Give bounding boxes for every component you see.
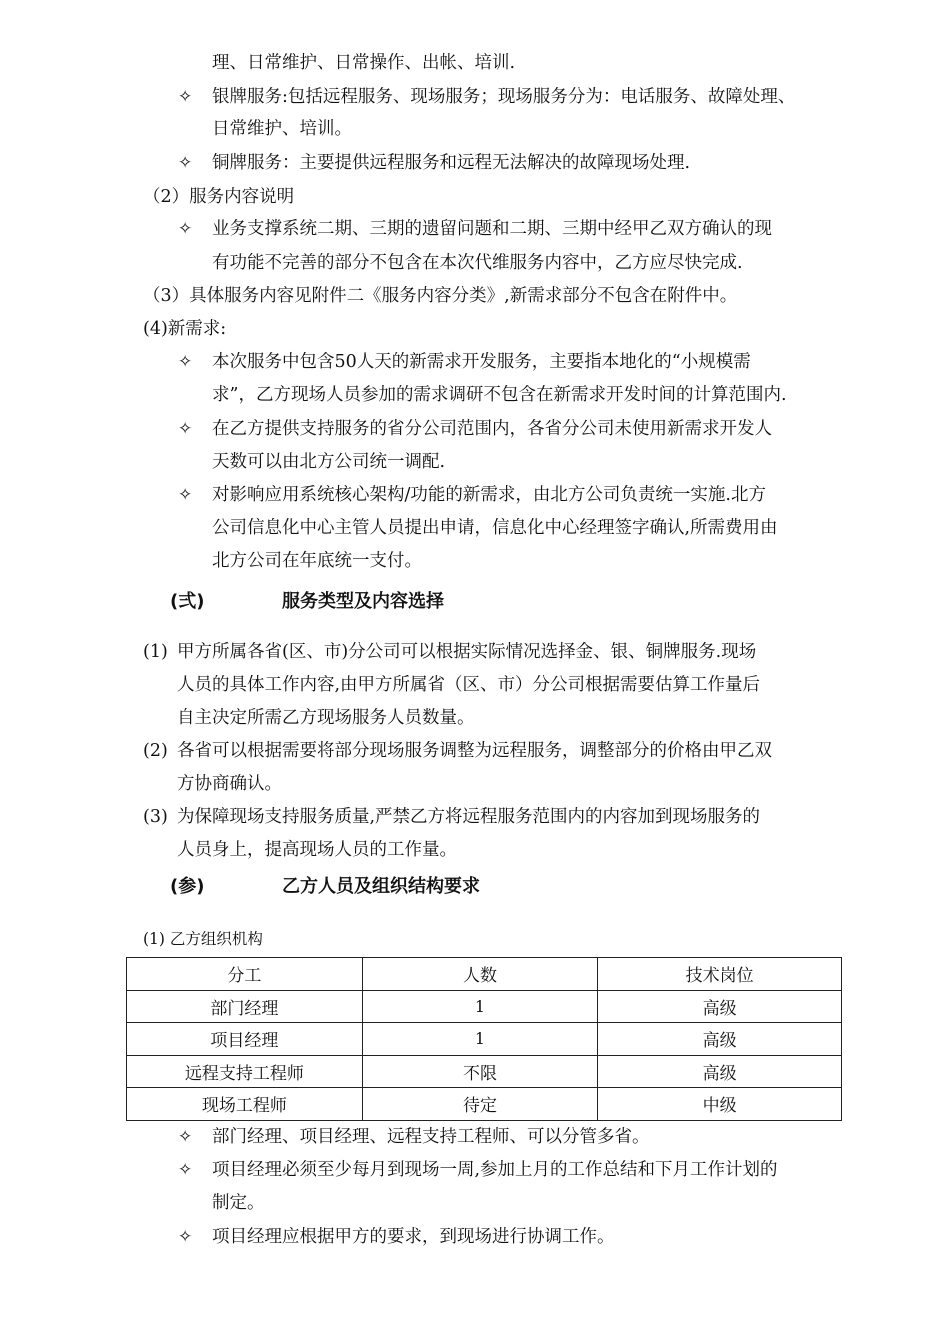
heading-three-number: (参): [170, 876, 205, 897]
section-2-heading: （2）服务内容说明: [143, 187, 295, 207]
table-row: [127, 1023, 842, 1056]
column-header-role: 分工: [127, 958, 363, 991]
diamond-bullet-icon: ✧: [178, 219, 193, 239]
note-3: 项目经理应根据甲方的要求，到现场进行协调工作。: [212, 1227, 615, 1247]
new-demand-b-line-2: 天数可以由北方公司统一调配.: [212, 452, 446, 472]
cell-role: 部门经理: [127, 990, 363, 1023]
cell-count: 1: [362, 990, 598, 1023]
diamond-bullet-icon: ✧: [178, 153, 193, 173]
note-1: 部门经理、项目经理、远程支持工程师、可以分管多省。: [212, 1127, 650, 1147]
cell-count: 1: [362, 1023, 598, 1056]
column-header-count: 人数: [362, 958, 598, 991]
choice-1-number: (1): [143, 642, 168, 662]
table-row: [127, 1055, 842, 1088]
cell-level: 高级: [598, 1055, 842, 1088]
diamond-bullet-icon: ✧: [178, 1227, 193, 1247]
heading-two-title: 服务类型及内容选择: [282, 591, 444, 612]
cell-role: 现场工程师: [127, 1088, 363, 1121]
choice-3-number: (3): [143, 807, 168, 827]
column-header-level: 技术岗位: [598, 958, 842, 991]
choice-1-line-3: 自主决定所需乙方现场服务人员数量。: [177, 708, 475, 728]
new-demand-a-line-2: 求”，乙方现场人员参加的需求调研不包含在新需求开发时间的计算范围内.: [212, 385, 787, 405]
choice-3-line-2: 人员身上，提高现场人员的工作量。: [177, 840, 457, 860]
choice-2-line-1: 各省可以根据需要将部分现场服务调整为远程服务，调整部分的价格由甲乙双: [177, 741, 772, 761]
cell-level: 高级: [598, 990, 842, 1023]
diamond-bullet-icon: ✧: [178, 419, 193, 439]
heading-two-number: (弍): [170, 591, 205, 612]
choice-1-line-1: 甲方所属各省(区、市)分公司可以根据实际情况选择金、银、铜牌服务.现场: [177, 642, 757, 662]
bronze-service: 铜牌服务：主要提供远程服务和远程无法解决的故障现场处理.: [212, 153, 691, 173]
diamond-bullet-icon: ✧: [178, 87, 193, 107]
section-2-item-line-1: 业务支撑系统二期、三期的遗留问题和二期、三期中经甲乙双方确认的现: [212, 219, 772, 239]
choice-2-line-2: 方协商确认。: [177, 774, 282, 794]
cell-count: 不限: [362, 1055, 598, 1088]
diamond-bullet-icon: ✧: [178, 1127, 193, 1147]
new-demand-c-line-1: 对影响应用系统核心架构/功能的新需求，由北方公司负责统一实施.北方: [212, 485, 766, 505]
heading-three-title: 乙方人员及组织结构要求: [282, 876, 480, 897]
org-caption: (1) 乙方组织机构: [143, 930, 263, 948]
table-header-row: [127, 958, 842, 991]
cell-count: 待定: [362, 1088, 598, 1121]
silver-service-line-2: 日常维护、培训。: [212, 119, 352, 139]
diamond-bullet-icon: ✧: [178, 485, 193, 505]
table-row: [127, 990, 842, 1023]
cell-level: 中级: [598, 1088, 842, 1121]
section-3-text: （3）具体服务内容见附件二《服务内容分类》,新需求部分不包含在附件中。: [143, 286, 738, 306]
note-2-line-2: 制定。: [212, 1193, 265, 1213]
org-table: [126, 957, 842, 1121]
new-demand-c-line-3: 北方公司在年底统一支付。: [212, 551, 422, 571]
silver-service-line-1: 银牌服务:包括远程服务、现场服务；现场服务分为：电话服务、故障处理、: [212, 87, 796, 107]
table-row: [127, 1088, 842, 1121]
new-demand-b-line-1: 在乙方提供支持服务的省分公司范围内，各省分公司未使用新需求开发人: [212, 419, 772, 439]
choice-2-number: (2): [143, 741, 168, 761]
note-2-line-1: 项目经理必须至少每月到现场一周,参加上月的工作总结和下月工作计划的: [212, 1160, 778, 1180]
gold-service-continuation: 理、日常维护、日常操作、出帐、培训.: [212, 53, 516, 73]
cell-role: 项目经理: [127, 1023, 363, 1056]
diamond-bullet-icon: ✧: [178, 1160, 193, 1180]
cell-role: 远程支持工程师: [127, 1055, 363, 1088]
new-demand-a-line-1: 本次服务中包含50人天的新需求开发服务，主要指本地化的“小规模需: [212, 352, 751, 372]
cell-level: 高级: [598, 1023, 842, 1056]
choice-1-line-2: 人员的具体工作内容,由甲方所属省（区、市）分公司根据需要估算工作量后: [177, 675, 761, 695]
section-4-heading: (4)新需求:: [143, 319, 227, 339]
choice-3-line-1: 为保障现场支持服务质量,严禁乙方将远程服务范围内的内容加到现场服务的: [177, 807, 761, 827]
diamond-bullet-icon: ✧: [178, 352, 193, 372]
new-demand-c-line-2: 公司信息化中心主管人员提出申请，信息化中心经理签字确认,所需费用由: [212, 518, 778, 538]
section-2-item-line-2: 有功能不完善的部分不包含在本次代维服务内容中，乙方应尽快完成.: [212, 253, 743, 273]
